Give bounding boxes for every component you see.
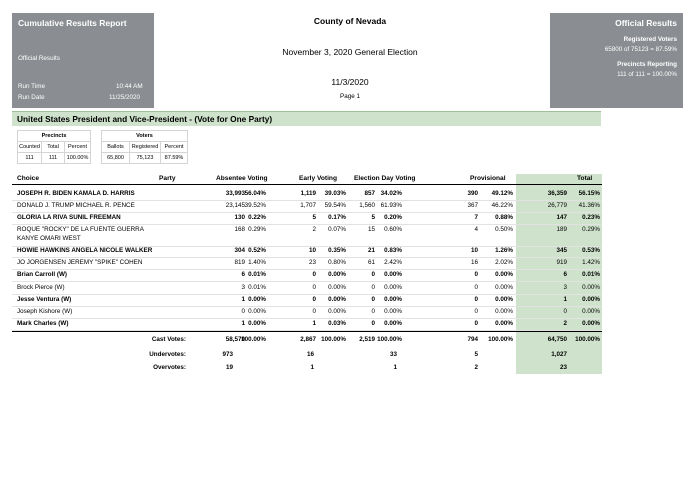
cell-early-p: 0.03% bbox=[328, 320, 346, 327]
cell-eday-p: 0.20% bbox=[384, 214, 402, 221]
registered-voters-value: 65800 of 75123 = 87.59% bbox=[604, 46, 677, 53]
cell-prov-n: 2 bbox=[474, 364, 478, 371]
cell-prov-n: 367 bbox=[467, 202, 478, 209]
row-divider bbox=[12, 224, 602, 225]
cell-eday-p: 0.00% bbox=[384, 284, 402, 291]
col-header-provisional: Provisional bbox=[470, 175, 506, 182]
cell-eday-n: 15 bbox=[367, 226, 375, 233]
precinct-header-total: Total bbox=[42, 142, 65, 153]
voter-header-registered: Registered bbox=[130, 142, 161, 153]
cell-eday-n: 33 bbox=[389, 351, 397, 358]
cell-eday-p: 34.02% bbox=[380, 190, 402, 197]
registered-voters-label: Registered Voters bbox=[623, 36, 677, 43]
cell-eday-p: 100.00% bbox=[377, 336, 402, 343]
cell-early-n: 10 bbox=[308, 247, 316, 254]
precinct-stats-table bbox=[17, 130, 91, 164]
candidate-name: JOSEPH R. BIDEN KAMALA D. HARRIS bbox=[17, 190, 135, 197]
run-date-label: Run Date bbox=[18, 94, 45, 101]
cell-early-p: 100.00% bbox=[321, 336, 346, 343]
cell-prov-p: 0.00% bbox=[495, 308, 513, 315]
precinct-total: 111 bbox=[42, 153, 65, 164]
cell-early-p: 0.00% bbox=[328, 271, 346, 278]
cast-votes-divider bbox=[12, 331, 602, 332]
cell-prov-n: 7 bbox=[474, 214, 478, 221]
cell-tot-n: 189 bbox=[556, 226, 567, 233]
cell-early-p: 0.35% bbox=[328, 247, 346, 254]
cell-abs-p: 0.22% bbox=[248, 214, 266, 221]
candidate-name: Mark Charles (W) bbox=[17, 320, 69, 327]
cell-early-n: 0 bbox=[312, 308, 316, 315]
cell-prov-n: 0 bbox=[474, 296, 478, 303]
cell-prov-n: 0 bbox=[474, 320, 478, 327]
voter-registered: 75,123 bbox=[130, 153, 161, 164]
cell-eday-n: 5 bbox=[371, 214, 375, 221]
cell-early-p: 39.03% bbox=[324, 190, 346, 197]
cell-prov-p: 49.12% bbox=[491, 190, 513, 197]
cell-tot-p: 0.00% bbox=[582, 284, 600, 291]
cell-eday-n: 1 bbox=[393, 364, 397, 371]
contest-title: United States President and Vice-President - (Vote for One Party) bbox=[12, 111, 601, 126]
cell-early-p: 0.17% bbox=[328, 214, 346, 221]
cell-eday-p: 0.60% bbox=[384, 226, 402, 233]
cell-prov-p: 0.50% bbox=[495, 226, 513, 233]
cell-prov-n: 390 bbox=[467, 190, 478, 197]
cell-prov-p: 2.02% bbox=[495, 259, 513, 266]
cell-prov-n: 0 bbox=[474, 308, 478, 315]
cell-abs-p: 100.00% bbox=[241, 336, 266, 343]
cell-abs-p: 0.29% bbox=[248, 226, 266, 233]
run-time-value: 10:44 AM bbox=[116, 83, 143, 90]
cell-abs-n: 3 bbox=[241, 284, 245, 291]
cell-tot-n: 345 bbox=[556, 247, 567, 254]
cell-abs-p: 1.40% bbox=[248, 259, 266, 266]
cell-abs-n: 1 bbox=[241, 320, 245, 327]
cell-eday-p: 0.00% bbox=[384, 271, 402, 278]
cell-tot-p: 0.23% bbox=[582, 214, 600, 221]
candidate-name: Brock Pierce (W) bbox=[17, 284, 65, 291]
cell-eday-n: 21 bbox=[367, 247, 375, 254]
cell-early-n: 1 bbox=[312, 320, 316, 327]
cell-abs-p: 0.52% bbox=[248, 247, 266, 254]
cell-prov-p: 0.00% bbox=[495, 271, 513, 278]
cell-eday-p: 61.93% bbox=[380, 202, 402, 209]
row-divider bbox=[12, 294, 602, 295]
row-divider bbox=[12, 212, 602, 213]
col-header-choice: Choice bbox=[17, 175, 39, 182]
cell-prov-n: 794 bbox=[467, 336, 478, 343]
cell-prov-p: 46.22% bbox=[491, 202, 513, 209]
cell-early-n: 2 bbox=[312, 226, 316, 233]
row-divider bbox=[12, 281, 602, 282]
cell-prov-n: 16 bbox=[470, 259, 478, 266]
cell-early-n: 5 bbox=[312, 214, 316, 221]
candidate-name: Brian Carroll (W) bbox=[17, 271, 68, 278]
cell-eday-p: 0.00% bbox=[384, 320, 402, 327]
row-divider bbox=[12, 200, 602, 201]
cell-early-n: 16 bbox=[306, 351, 314, 358]
cell-prov-p: 1.26% bbox=[495, 247, 513, 254]
cell-abs-p: 0.01% bbox=[248, 271, 266, 278]
cell-tot-n: 2 bbox=[563, 320, 567, 327]
cell-early-n: 2,867 bbox=[300, 336, 316, 343]
cell-tot-p: 0.00% bbox=[582, 308, 600, 315]
cell-abs-n: 19 bbox=[225, 364, 233, 371]
cell-tot-n: 1,027 bbox=[551, 351, 567, 358]
official-results-panel bbox=[550, 13, 683, 108]
precinct-counted: 111 bbox=[18, 153, 42, 164]
cell-early-n: 23 bbox=[308, 259, 316, 266]
voter-header-percent: Percent bbox=[161, 142, 188, 153]
official-results-title: Official Results bbox=[615, 18, 677, 28]
cell-prov-p: 0.00% bbox=[495, 296, 513, 303]
cell-prov-n: 4 bbox=[474, 226, 478, 233]
cell-early-p: 0.80% bbox=[328, 259, 346, 266]
cell-eday-n: 0 bbox=[371, 296, 375, 303]
cell-tot-p: 0.00% bbox=[582, 320, 600, 327]
cell-abs-n: 304 bbox=[234, 247, 245, 254]
candidate-name: Jesse Ventura (W) bbox=[17, 296, 72, 303]
cell-early-n: 0 bbox=[312, 284, 316, 291]
row-divider bbox=[12, 269, 602, 270]
candidate-name: JO JORGENSEN JEREMY "SPIKE" COHEN bbox=[17, 259, 143, 266]
cell-early-p: 59.54% bbox=[324, 202, 346, 209]
run-date-value: 11/25/2020 bbox=[109, 94, 141, 101]
cell-abs-n: 58,570 bbox=[225, 336, 245, 343]
cell-prov-n: 5 bbox=[474, 351, 478, 358]
cell-early-n: 0 bbox=[312, 296, 316, 303]
cell-tot-n: 3 bbox=[563, 284, 567, 291]
cell-prov-p: 100.00% bbox=[488, 336, 513, 343]
cell-early-n: 1,707 bbox=[300, 202, 316, 209]
cell-tot-n: 147 bbox=[556, 214, 567, 221]
report-subtitle: Official Results bbox=[18, 55, 60, 62]
county-name: County of Nevada bbox=[313, 16, 387, 26]
col-header-absentee: Absentee Voting bbox=[216, 175, 268, 182]
voter-ballots: 65,800 bbox=[102, 153, 130, 164]
summary-label: Overvotes: bbox=[153, 364, 186, 371]
cell-tot-n: 26,779 bbox=[547, 202, 567, 209]
cell-tot-p: 0.00% bbox=[582, 296, 600, 303]
report-info-panel bbox=[12, 13, 154, 108]
precinct-percent: 100.00% bbox=[65, 153, 91, 164]
cell-abs-n: 819 bbox=[234, 259, 245, 266]
cell-eday-p: 0.83% bbox=[384, 247, 402, 254]
cell-prov-n: 0 bbox=[474, 271, 478, 278]
cell-prov-p: 0.88% bbox=[495, 214, 513, 221]
row-divider bbox=[12, 257, 602, 258]
precincts-group-label: Precincts bbox=[18, 131, 91, 142]
cell-eday-n: 0 bbox=[371, 320, 375, 327]
cell-early-n: 0 bbox=[312, 271, 316, 278]
cell-early-n: 1 bbox=[310, 364, 314, 371]
cell-abs-p: 0.01% bbox=[248, 284, 266, 291]
col-header-party: Party bbox=[159, 175, 176, 182]
cell-prov-n: 10 bbox=[470, 247, 478, 254]
candidate-name: HOWIE HAWKINS ANGELA NICOLE WALKER bbox=[17, 247, 153, 254]
summary-label: Cast Votes: bbox=[151, 336, 186, 343]
header-divider bbox=[12, 184, 602, 185]
cell-tot-n: 23 bbox=[559, 364, 567, 371]
cell-eday-n: 0 bbox=[371, 308, 375, 315]
cell-tot-n: 6 bbox=[563, 271, 567, 278]
candidate-name: GLORIA LA RIVA SUNIL FREEMAN bbox=[17, 214, 121, 221]
cell-abs-n: 168 bbox=[234, 226, 245, 233]
cell-prov-p: 0.00% bbox=[495, 284, 513, 291]
cell-abs-n: 33,993 bbox=[225, 190, 245, 197]
cell-early-p: 0.00% bbox=[328, 296, 346, 303]
cell-eday-n: 0 bbox=[371, 284, 375, 291]
election-name: November 3, 2020 General Election bbox=[282, 47, 418, 57]
cell-tot-p: 0.53% bbox=[582, 247, 600, 254]
cell-abs-n: 0 bbox=[241, 308, 245, 315]
cell-abs-n: 973 bbox=[222, 351, 233, 358]
page-number: Page 1 bbox=[340, 93, 360, 100]
cell-tot-p: 0.29% bbox=[582, 226, 600, 233]
cell-abs-n: 130 bbox=[234, 214, 245, 221]
voter-percent: 87.59% bbox=[161, 153, 188, 164]
cell-eday-p: 2.42% bbox=[384, 259, 402, 266]
cell-prov-p: 0.00% bbox=[495, 320, 513, 327]
cell-tot-n: 36,359 bbox=[547, 190, 567, 197]
cell-eday-n: 857 bbox=[364, 190, 375, 197]
cell-eday-n: 0 bbox=[371, 271, 375, 278]
report-title: Cumulative Results Report bbox=[18, 18, 127, 28]
cell-eday-p: 0.00% bbox=[384, 308, 402, 315]
cell-abs-n: 6 bbox=[241, 271, 245, 278]
cell-tot-n: 0 bbox=[563, 308, 567, 315]
voters-group-label: Voters bbox=[102, 131, 188, 142]
cell-eday-p: 0.00% bbox=[384, 296, 402, 303]
col-header-early: Early Voting bbox=[299, 175, 337, 182]
cell-tot-p: 100.00% bbox=[575, 336, 600, 343]
candidate-name: ROQUE "ROCKY" DE LA FUENTE GUERRA bbox=[17, 226, 144, 233]
cell-abs-p: 0.00% bbox=[248, 296, 266, 303]
precinct-header-percent: Percent bbox=[65, 142, 91, 153]
candidate-name-line2: KANYE OMARI WEST bbox=[17, 235, 81, 242]
cell-tot-p: 56.15% bbox=[578, 190, 600, 197]
candidate-name: Joseph Kishore (W) bbox=[17, 308, 73, 315]
cell-prov-n: 0 bbox=[474, 284, 478, 291]
voter-stats-table bbox=[101, 130, 188, 164]
cell-abs-p: 39.52% bbox=[244, 202, 266, 209]
cell-abs-p: 0.00% bbox=[248, 320, 266, 327]
col-header-total: Total bbox=[577, 175, 593, 182]
cell-tot-p: 41.36% bbox=[578, 202, 600, 209]
row-divider bbox=[12, 306, 602, 307]
cell-tot-n: 1 bbox=[563, 296, 567, 303]
cell-abs-p: 56.04% bbox=[244, 190, 266, 197]
row-divider bbox=[12, 318, 602, 319]
cell-tot-p: 0.01% bbox=[582, 271, 600, 278]
cell-early-p: 0.07% bbox=[328, 226, 346, 233]
cell-abs-n: 23,145 bbox=[225, 202, 245, 209]
precinct-header-counted: Counted bbox=[18, 142, 42, 153]
run-time-label: Run Time bbox=[18, 83, 45, 90]
candidate-name: DONALD J. TRUMP MICHAEL R. PENCE bbox=[17, 202, 135, 209]
cell-eday-n: 1,560 bbox=[359, 202, 375, 209]
precincts-reporting-label: Precincts Reporting bbox=[617, 61, 677, 68]
voter-header-ballots: Ballots bbox=[102, 142, 130, 153]
cell-abs-p: 0.00% bbox=[248, 308, 266, 315]
cell-early-p: 0.00% bbox=[328, 284, 346, 291]
election-date: 11/3/2020 bbox=[331, 77, 369, 87]
cell-tot-n: 919 bbox=[556, 259, 567, 266]
precincts-reporting-value: 111 of 111 = 100.00% bbox=[617, 71, 677, 78]
cell-eday-n: 2,519 bbox=[359, 336, 375, 343]
cell-eday-n: 61 bbox=[367, 259, 375, 266]
cell-early-n: 1,119 bbox=[300, 190, 316, 197]
col-header-election-day: Election Day Voting bbox=[354, 175, 416, 182]
cell-tot-n: 64,750 bbox=[547, 336, 567, 343]
cell-tot-p: 1.42% bbox=[582, 259, 600, 266]
cell-early-p: 0.00% bbox=[328, 308, 346, 315]
summary-label: Undervotes: bbox=[149, 351, 186, 358]
cell-abs-n: 1 bbox=[241, 296, 245, 303]
